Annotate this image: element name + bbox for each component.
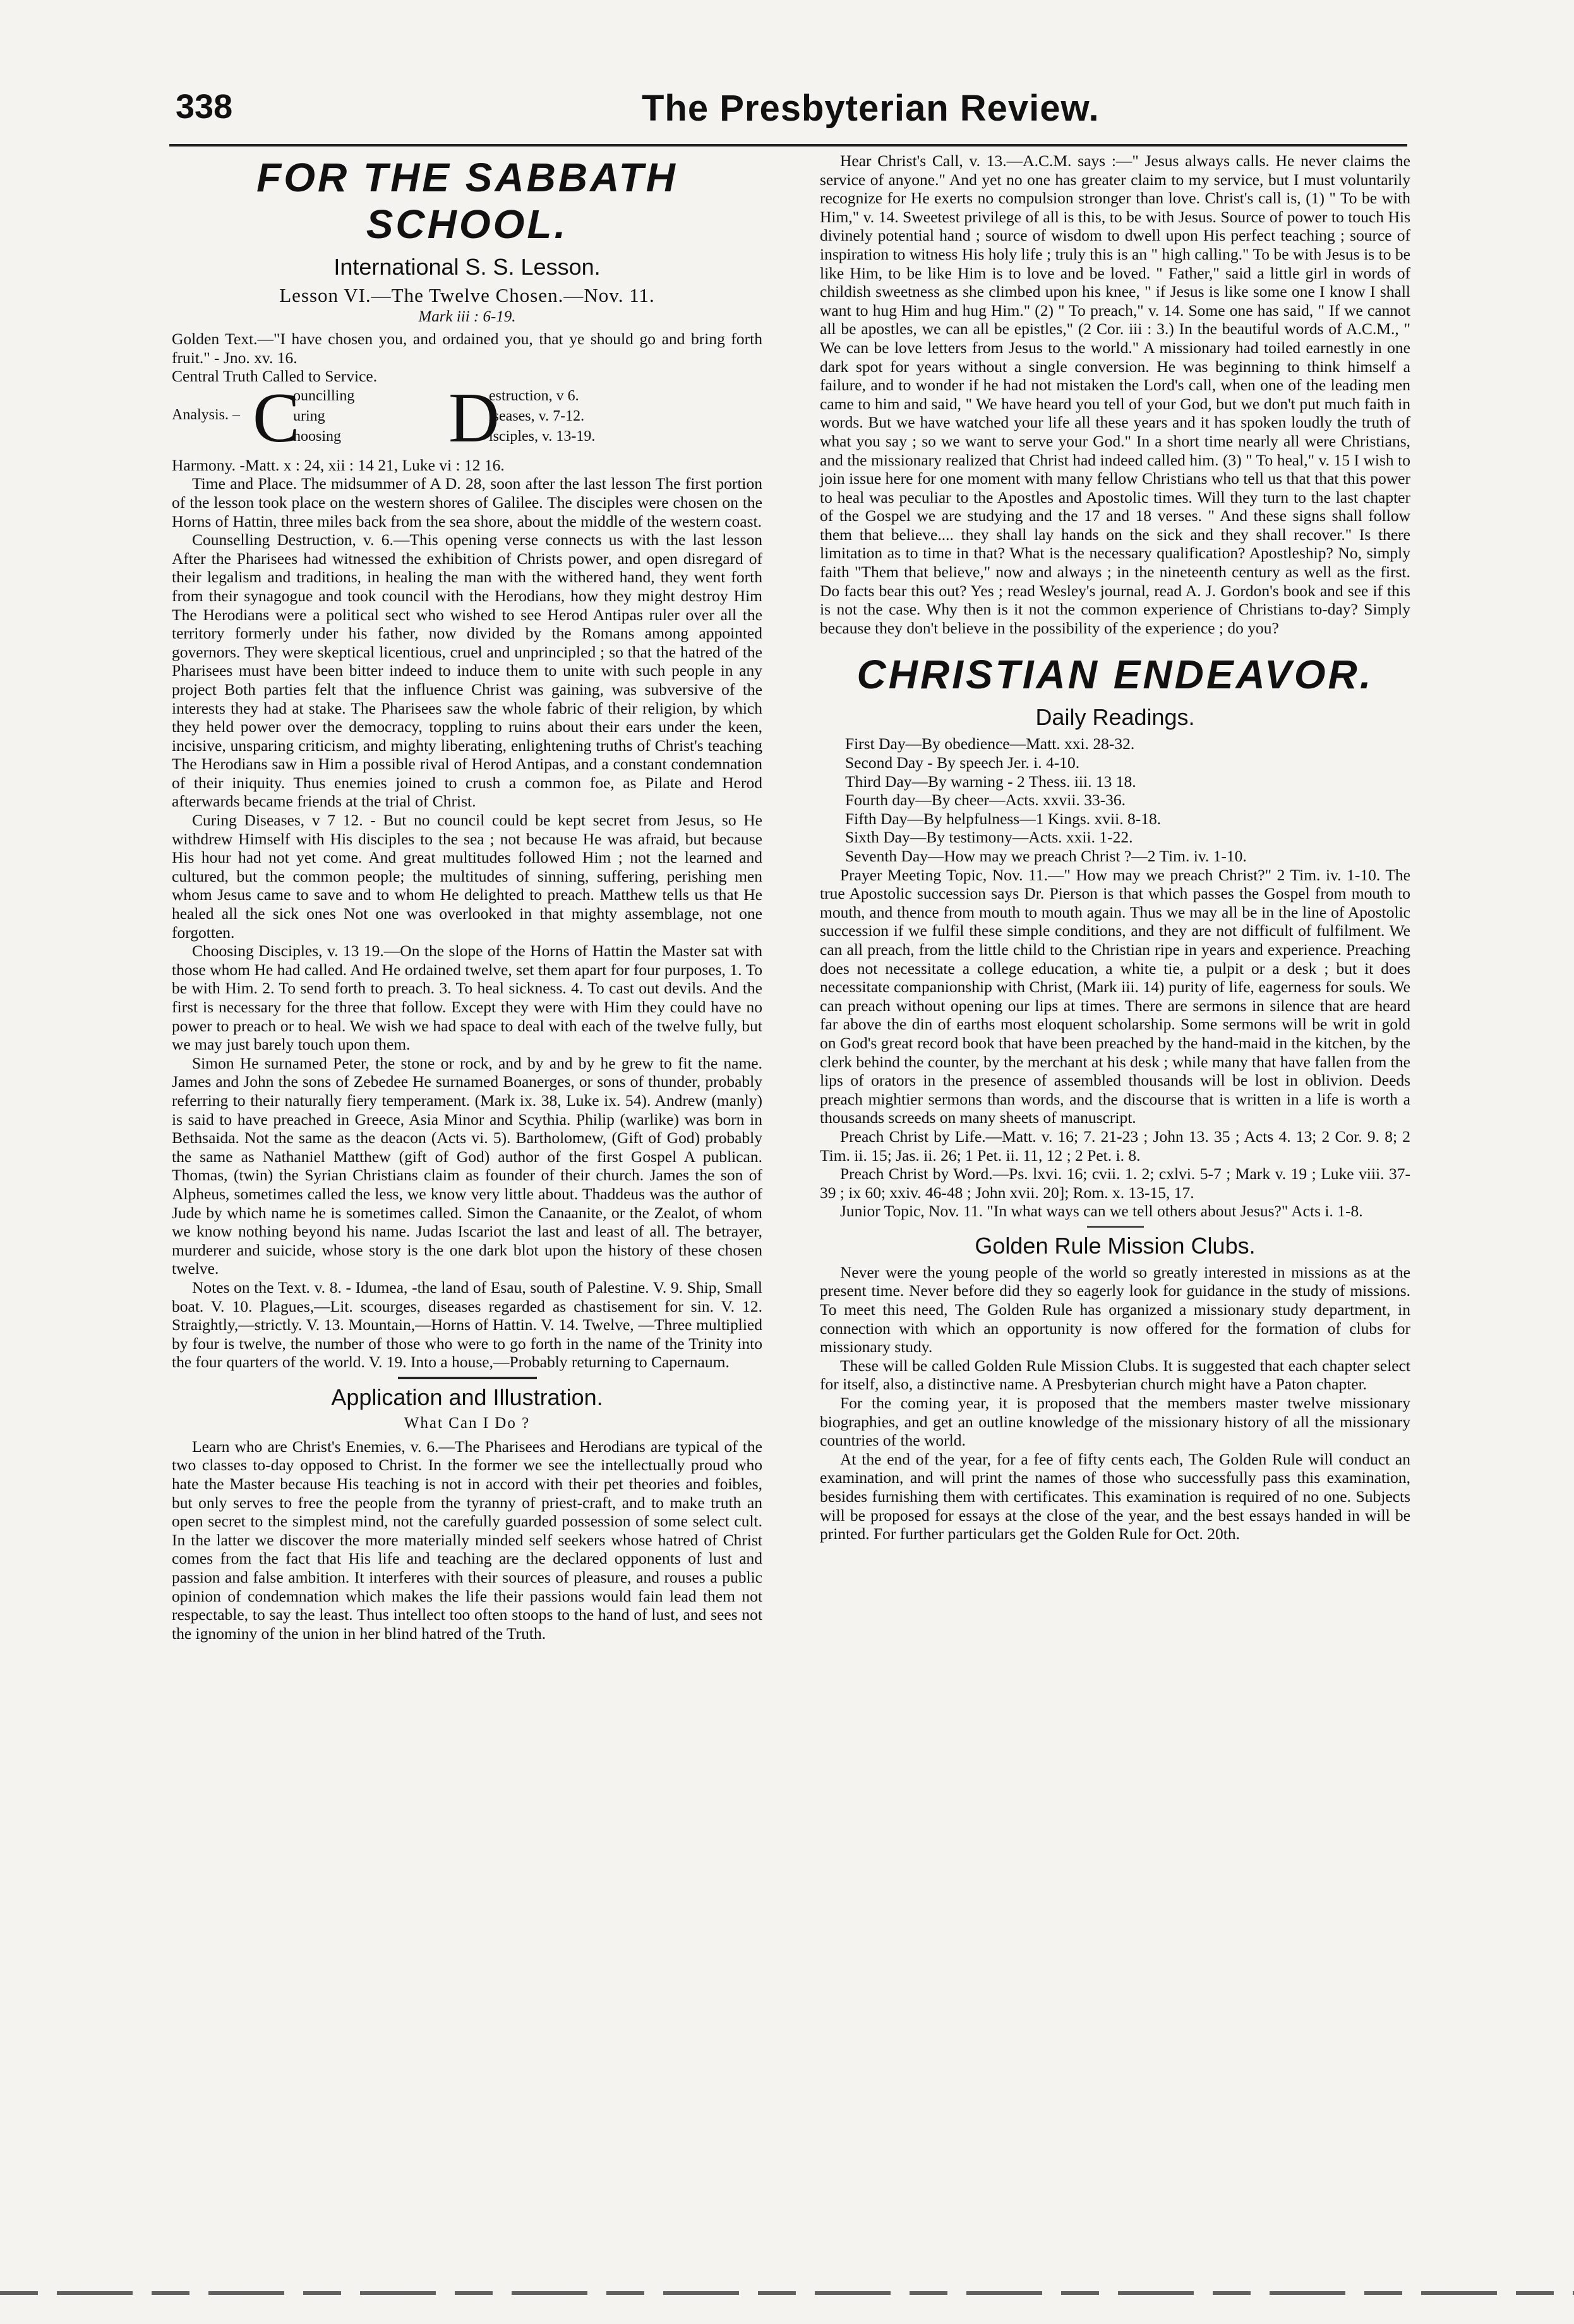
left-column (172, 152, 762, 1643)
golden-rule-paragraph: At the end of the year, for a fee of fifty cents each, The Golden Rule will conduct an examination, and will print the names of those who successfully pass this examination, besides furnishing them with certificates. This examination is required of no one. Subjects will be proposed for essays at the close of the year, and the best essays handed in will be printed. For further particulars get the Golden Rule for Oct. 20th. (820, 1449, 1410, 1543)
analysis-d-word: isciples, v. 13-19. (489, 428, 596, 445)
analysis-label: Analysis. – (172, 406, 240, 423)
header-rule (169, 144, 1407, 147)
reading-item: Third Day—By warning - 2 Thess. iii. 13 18. (845, 772, 1136, 791)
right-column (820, 152, 1410, 1543)
central-truth: Central Truth Called to Service. (172, 367, 378, 386)
junior-topic: Junior Topic, Nov. 11. "In what ways can we tell others about Jesus?" Acts i. 1-8. (840, 1202, 1363, 1221)
paragraph: Simon He surnamed Peter, the stone or rock, and by and by he grew to fit the name. James and John the sons of Zebedee He surnamed Boanerges, or sons of thunder, probably referring to their naturally fiery temperament. (Mark ix. 38, Luke ix. 54). Andrew (manly) is said to have preached in Greece, Asia Minor and Scythia. Philip (warlike) was born in Bethsaida. Not the same as the deacon (Acts vi. 5). Bartholomew, (Gift of God) probably the same as Nathaniel Matthew (gift of God) author of the first Gospel A publican. Thomas, (twin) the Syrian Christians claim as founder of their church. James the son of Alpheus, sometimes called the less, we know very little about. Thaddeus was the author of Jude by which name he is sometimes called. Simon the Canaanite, or the Zealot, of whom we know nothing beyond his name. Judas Iscariot the last and least of all. The betrayer, murderer and suicide, whose story is the one dark blot upon the history of these chosen twelve. (172, 1053, 762, 1278)
daily-readings-heading: Daily Readings. (1035, 704, 1195, 731)
analysis-d-word: estruction, v 6. (489, 387, 579, 404)
hear-christs-call: Hear Christ's Call, v. 13.—A.C.M. says :—" Jesus always calls. He never claims the service of anyone." And yet no one has greater claim to my service, but I must voluntarily recognize for He exerts no compulsion stronger than love. Christ's call is, (1) " To be with Him," v. 14. Sweetest privilege of all is this, to be with Jesus. Source of power to touch His divinely potential hand ; source of wisdom to dwell upon His perfect teaching ; source of inspiration to witness His holy life ; truly this is an " high calling." To be with Jesus is to be like Him, to be like Him is to love and be loved. " Father," said a little girl in words of childish sweetness as she climbed upon his knee, " if Jesus is like some one I know I shall want to hug Him and hug Him." (2) " To preach," v. 14. Some one has said, " If we cannot all be apostles, we can all be epistles," (2 Cor. iii : 3.) In the beautiful words of A.C.M., " We can be love letters from Jesus to the world." A missionary had toiled earnestly in one dark spot for years without a single conversion. He was beginning to think himself a failure, and to wonder if he had not mistaken the Lord's call, when one of the leading men came to him and said, " We have heard you tell of your God, but we don't put much faith in words. But we have watched your life all these years and it has spoken loudly the truth of what you say ; so we want to serve your God." In a short time nearly all were Christians, and the missionary realized that Christ had indeed called him. (3) " To heal," v. 15 I wish to join issue here for one moment with many fellow Christians who tell us that that this power to heal was peculiar to the Apostles and Apostolic times. Will they turn to the last chapter of the Gospel we are studying and the 17 and 18 verses. " And these signs shall follow them that believe.... they shall lay hands on the sick and they shall recover." Is there limitation as to time in that? What is the necessary qualification? Apostleship? No, simply faith "Them that believe," now and always ; in the nineteenth century as well as the first. Do facts bear this out? Yes ; read Wesley's journal, read A. J. Gordon's book and see if this is not the case. Why then is it not the common experience of Christians to-day? Simply because they don't believe in the possibility of the experience ; do you? (820, 152, 1410, 637)
paragraph: Counselling Destruction, v. 6.—This opening verse connects us with the last lesson After the Pharisees had witnessed the exhibition of Christs power, and open disregard of their legalism and traditions, in healing the man with the withered hand, they went forth from their synagogue and took council with the Herodians, how they might destroy Him The Herodians were a political sect who wished to see Herod Antipas ruler over all the territory formerly under his father, now divided by the Romans among appointed governors. They were skeptical licentious, cruel and unprincipled ; so that the hatred of the Pharisees must have been bitter indeed to induce them to unite with such people in any project Both parties felt that the influence Christ was gaining, was subversive of the interests they had at stake. The Pharisees saw the whole fabric of their religion, by which they held power over the democracy, toppling to ruins about their ears under the keen, incisive, unsparing criticism, and mighty liberating, enlightening truths of Christ's teaching The Herodians saw in Him a possible rival of Herod Antipas, and a constant condemnation of their iniquity. Thus enemies joined to crush a common foe, as Pilate and Herod afterwards became friends at the trial of Christ. (172, 530, 762, 811)
mark-reference: Mark iii : 6-19. (418, 308, 516, 325)
analysis-c-word: ouncilling (293, 387, 355, 404)
paragraph: Time and Place. The midsummer of A D. 28, soon after the last lesson The first portion of the lesson took place on the western shores of Galilee. The disciples were chosen on the Horns of Hattin, three miles back from the sea shore, about the middle of the western coast. (172, 474, 762, 530)
analysis-initial-c: C (253, 378, 300, 457)
reading-item: Fourth day—By cheer—Acts. xxvii. 33-36. (845, 791, 1126, 810)
analysis-d-word: iseases, v. 7-12. (489, 407, 585, 424)
paragraph: Curing Diseases, v 7 12. - But no council could be kept secret from Jesus, so He withdrew Himself with His disciples to the sea ; not because He was afraid, but because His hour had not yet come. And great multitudes followed Him ; not the learned and cultured, but the common people; the multitudes of sinning, suffering, perishing men whom Jesus came to save and to whom He delighted to preach. Matthew tells us that He healed all the sick ones Not one was overlooked in that mighty assemblage, not one forgotten. (172, 811, 762, 942)
reading-item: Sixth Day—By testimony—Acts. xxii. 1-22. (845, 828, 1133, 847)
sabbath-school-title: FOR THE SABBATH SCHOOL. (256, 155, 678, 247)
analysis-c-word: uring (293, 407, 325, 424)
section-divider (1087, 1226, 1144, 1228)
application-text: Learn who are Christ's Enemies, v. 6.—The Pharisees and Herodians are typical of the two classes to-day opposed to Christ. In the former we see the intellectually proud who hate the Master because His teaching is not in accord with their pet theories and foibles, but only serves to free the people from the tyranny of priest-craft, and to make truth an open secret to the simplest mind, not the carefully guarded possession of some select cult. In the latter we discover the more materially minded self seekers whose hatred of Christ comes from the fact that His life and teaching are the declared opponents of lust and passion and false ambition. It interferes with their sources of pleasure, and rouses a public opinion of condemnation which makes the life their passions would fain lead them not respectable, to say the least. Thus intellect too often stoops to the hand of lust, and sees not the ignominy of the union in her blind hatred of the Truth. (172, 1437, 762, 1643)
christian-endeavor-title: CHRISTIAN ENDEAVOR. (856, 652, 1374, 698)
golden-rule-heading: Golden Rule Mission Clubs. (975, 1232, 1256, 1259)
analysis-c-word: hoosing (293, 428, 342, 445)
analysis-initial-d: D (448, 378, 500, 457)
golden-text: Golden Text.—"I have chosen you, and ordained you, that ye should go and bring forth fruit." - Jno. xv. 16. (172, 330, 762, 367)
prayer-meeting-topic: Prayer Meeting Topic, Nov. 11.—" How may we preach Christ?" 2 Tim. iv. 1-10. The true Apostolic succession says Dr. Pierson is that which passes the Gospel from mouth to mouth, and thence from mouth to mouth again. Thus we may all be in the line of Apostolic succession if we fulfil these simple conditions, and they are not difficult of fulfilment. We can all preach, from the little child to the Christian ripe in years and experience. Preaching does not necessitate a college education, a white tie, a pulpit or a desk ; but it does necessitate companionship with Christ, (Mark iii. 14) purity of life, eagerness for souls. We can preach without opening our lips at times. There are sermons in silence that are heard far above the din of earths most eloquent scholarship. Some sermons will be writ in gold on God's great record book that have been preached by the hand-maid in the kitchen, by the clerk behind the counter, by the merchant at his desk ; while many that have fallen from the lips of orators in the presence of assembled thousands will be lost in oblivion. Deeds preach mightier sermons than words, and the discourse that is written in a life is worth a thousands screeds on many sheets of manuscript. (820, 865, 1410, 1127)
page-bottom-edge (0, 2291, 1574, 2295)
harmony: Harmony. -Matt. x : 24, xii : 14 21, Luke vi : 12 16. (172, 455, 505, 474)
golden-rule-paragraph: These will be called Golden Rule Mission Clubs. It is suggested that each chapter select for itself, also, a distinctive name. A Presbyterian church might have a Paton chapter. (820, 1356, 1410, 1394)
application-heading: Application and Illustration. (331, 1384, 603, 1410)
golden-rule-paragraph: Never were the young people of the world so greatly interested in missions as at the present time. Never before did they so eagerly look for guidance in the study of missions. To meet this need, The Golden Rule has organized a missionary study department, in connection with which an opportunity is now offered for the formation of clubs for missionary study. (820, 1262, 1410, 1357)
reading-item: Fifth Day—By helpfulness—1 Kings. xvii. 8-18. (845, 809, 1162, 828)
reading-item: First Day—By obedience—Matt. xxi. 28-32. (845, 734, 1135, 753)
preach-by-life: Preach Christ by Life.—Matt. v. 16; 7. 21-23 ; John 13. 35 ; Acts 4. 13; 2 Cor. 9. 8; 2 Tim. ii. 15; Jas. ii. 26; 1 Pet. ii. 11, 12 ; 2 Pet. i. 8. (820, 1127, 1410, 1165)
page-number: 338 (176, 88, 233, 126)
lesson-line: Lesson VI.—The Twelve Chosen.—Nov. 11. (279, 284, 655, 306)
paragraph: Notes on the Text. v. 8. - Idumea, -the land of Esau, south of Palestine. V. 9. Ship, Small boat. V. 10. Plagues,—Lit. scourges, diseases regarded as chastisement for sin. V. 12. Straightly,—strictly. V. 13. Mountain,—Horns of Hattin. V. 14. Twelve, —Three multiplied by four is twelve, the number of those who were to go forth in the name of the Trinity into the four quarters of the world. V. 19. Into a house,—Probably returning to Capernaum. (172, 1278, 762, 1372)
journal-title: The Presbyterian Review. (642, 88, 1100, 129)
lesson-heading: International S. S. Lesson. (333, 254, 601, 280)
golden-rule-paragraph: For the coming year, it is proposed that the members master twelve missionary biographies, and get an outline knowledge of the missionary history of all the missionary countries of the world. (820, 1394, 1410, 1450)
reading-item: Second Day - By speech Jer. i. 4-10. (845, 753, 1080, 772)
analysis-block (172, 378, 762, 457)
paragraph: Choosing Disciples, v. 13 19.—On the slope of the Horns of Hattin the Master sat with those whom He had called. And He ordained twelve, set them apart for four purposes, 1. To be with Him. 2. To send forth to preach. 3. To heal sickness. 4. To cast out devils. And the first is necessary for the three that follow. Except they were with Him they could have no power to preach or to heal. We wish we had space to deal with each of the twelve fully, but we may just barely touch upon them. (172, 942, 762, 1054)
preach-by-word: Preach Christ by Word.—Ps. lxvi. 16; cvii. 1. 2; cxlvi. 5-7 ; Mark v. 19 ; Luke viii. 37-39 ; ix 60; xxiv. 46-48 ; John xvii. 20]; Rom. x. 13-15, 17. (820, 1165, 1410, 1202)
section-divider (398, 1377, 537, 1379)
what-can-i-do: What Can I Do ? (404, 1414, 531, 1432)
reading-item: Seventh Day—How may we preach Christ ?—2 Tim. iv. 1-10. (845, 847, 1247, 865)
